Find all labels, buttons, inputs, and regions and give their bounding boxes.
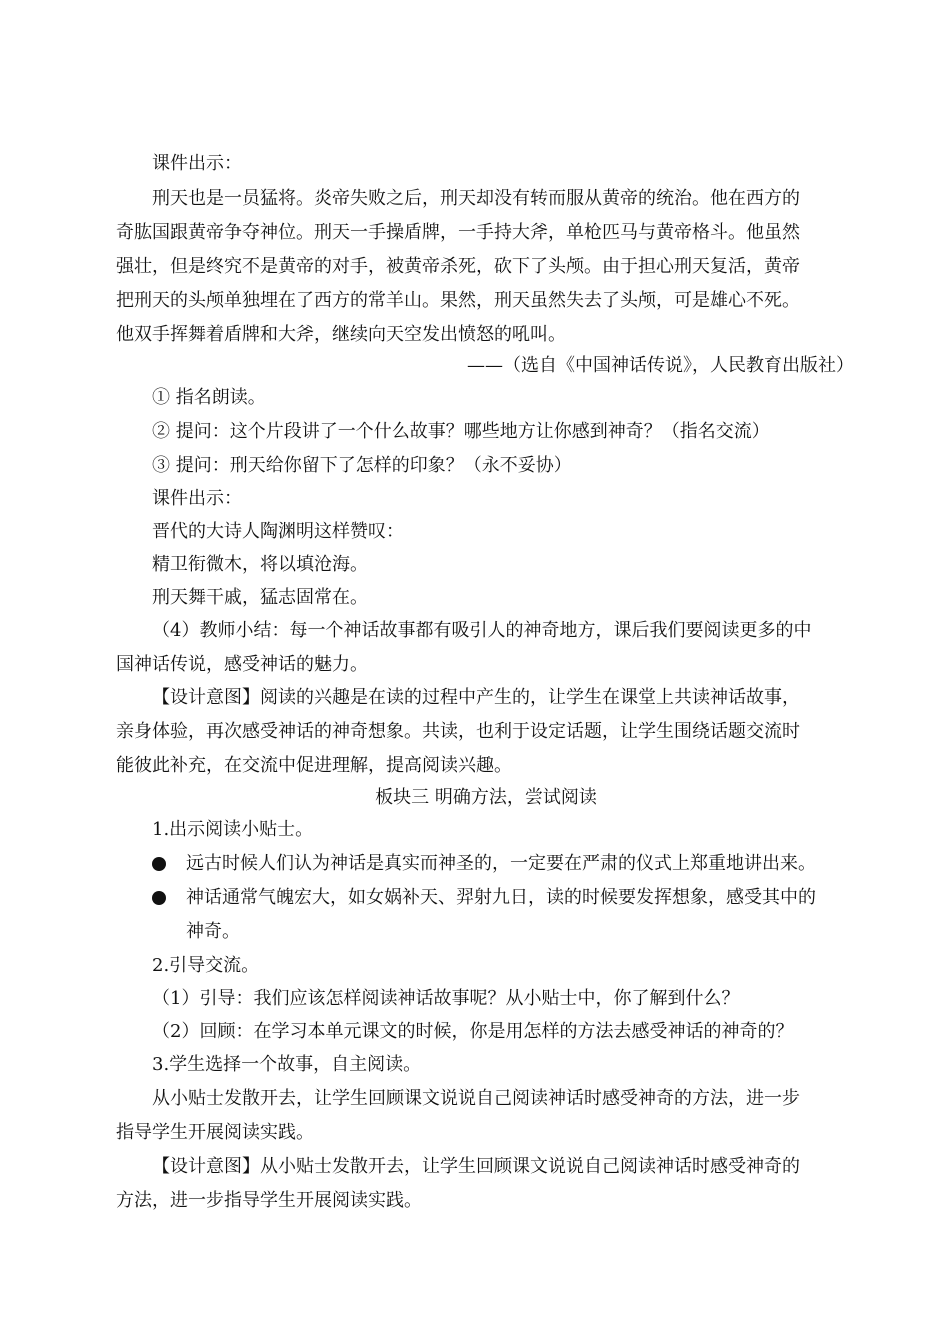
step-item: 1.出示阅读小贴士。 (152, 819, 314, 840)
bullet-icon (152, 857, 166, 871)
paragraph-line: 强壮，但是终究不是黄帝的对手，被黄帝杀死，砍下了头颅。由于担心刑天复活，黄帝 (116, 256, 800, 277)
paragraph-line: 刑天也是一员猛将。炎帝失败之后，刑天却没有转而服从黄帝的统治。他在西方的 (152, 188, 800, 209)
poem-line: 刑天舞干戚，猛志固常在。 (152, 587, 368, 608)
design-intent-line: 方法，进一步指导学生开展阅读实践。 (116, 1190, 422, 1211)
paragraph-line: 他双手挥舞着盾牌和大斧，继续向天空发出愤怒的吼叫。 (116, 324, 566, 345)
tip-item: 神话通常气魄宏大，如女娲补天、羿射九日，读的时候要发挥想象，感受其中的 (186, 887, 816, 908)
sub-step-item: （2）回顾：在学习本单元课文的时候，你是用怎样的方法去感受神话的神奇的？ (152, 1021, 794, 1042)
list-item: ③ 提问：刑天给你留下了怎样的印象？（永不妥协） (152, 455, 572, 476)
design-intent-line: 亲身体验，再次感受神话的神奇想象。共读，也利于设定话题，让学生围绕话题交流时 (116, 721, 800, 742)
step-item: 2.引导交流。 (152, 955, 260, 976)
courseware-heading: 课件出示： (152, 488, 242, 509)
paragraph-line: 把刑天的头颅单独埋在了西方的常羊山。果然，刑天虽然失去了头颅，可是雄心不死。 (116, 290, 800, 311)
courseware-heading: 课件出示： (152, 153, 242, 174)
bullet-icon (152, 891, 166, 905)
paragraph-line: 从小贴士发散开去，让学生回顾课文说说自己阅读神话时感受神奇的方法，进一步 (152, 1088, 800, 1109)
source-citation: ——（选自《中国神话传说》，人民教育出版社） (467, 355, 854, 376)
step-item: 3.学生选择一个故事，自主阅读。 (152, 1054, 422, 1075)
sub-step-item: （1）引导：我们应该怎样阅读神话故事呢？从小贴士中，你了解到什么？ (152, 988, 740, 1009)
design-intent-line: 能彼此补充，在交流中促进理解，提高阅读兴趣。 (116, 755, 512, 776)
paragraph-line: 奇肱国跟黄帝争夺神位。刑天一手操盾牌，一手持大斧，单枪匹马与黄帝格斗。他虽然 (116, 222, 800, 243)
list-item: ② 提问：这个片段讲了一个什么故事？哪些地方让你感到神奇？（指名交流） (152, 421, 770, 442)
design-intent-line: 【设计意图】阅读的兴趣是在读的过程中产生的，让学生在课堂上共读神话故事， (152, 687, 800, 708)
list-item: ① 指名朗读。 (152, 387, 266, 408)
paragraph-line: 指导学生开展阅读实践。 (116, 1122, 314, 1143)
section-heading: 板块三 明确方法，尝试阅读 (375, 787, 597, 808)
poem-line: 精卫衔微木，将以填沧海。 (152, 554, 368, 575)
tip-item: 远古时候人们认为神话是真实而神圣的，一定要在严肃的仪式上郑重地讲出来。 (186, 853, 816, 874)
design-intent-line: 【设计意图】从小贴士发散开去，让学生回顾课文说说自己阅读神话时感受神奇的 (152, 1156, 800, 1177)
tip-item-continued: 神奇。 (186, 921, 240, 942)
paragraph-line: 国神话传说，感受神话的魅力。 (116, 654, 368, 675)
paragraph-line: （4）教师小结：每一个神话故事都有吸引人的神奇地方，课后我们要阅读更多的中 (152, 620, 812, 641)
paragraph-line: 晋代的大诗人陶渊明这样赞叹： (152, 521, 404, 542)
